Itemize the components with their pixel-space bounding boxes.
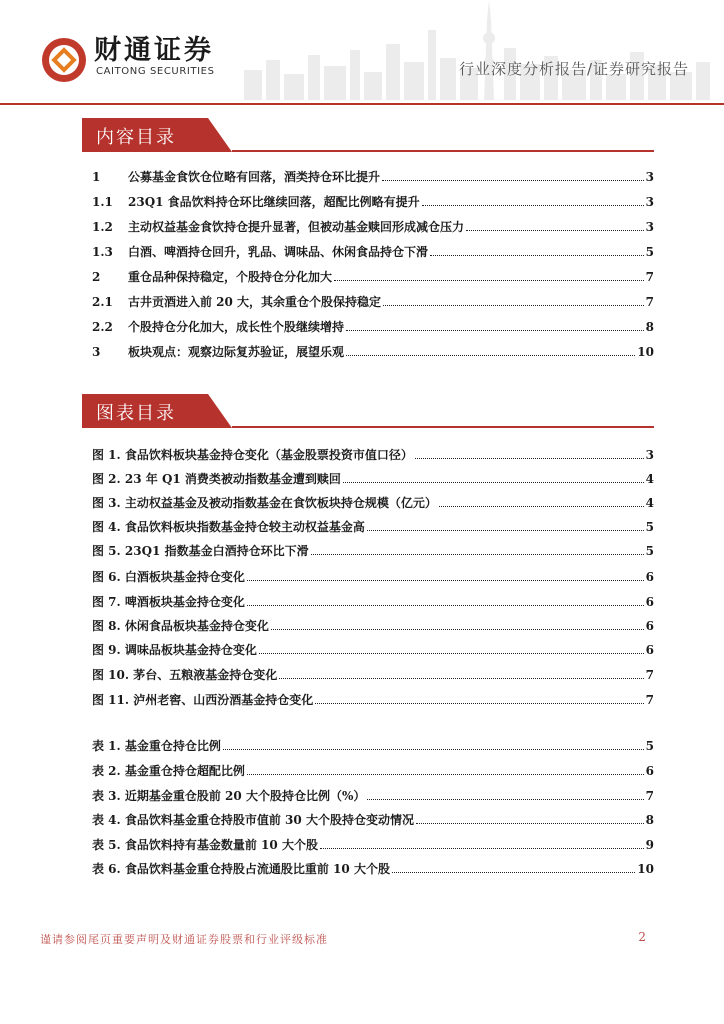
figures-section-header: [82, 394, 654, 428]
leader-dots: [346, 330, 644, 331]
leader-dots: [279, 678, 643, 679]
table-item-title: 表 4. 食品饮料基金重仓持股市值前 30 大个股持仓变动情况: [92, 813, 414, 827]
toc-item-number: 2.2: [92, 320, 113, 334]
toc-item[interactable]: [92, 290, 654, 310]
toc-item-page: 3: [645, 220, 654, 234]
toc-item-number: 2.1: [92, 295, 113, 309]
figure-item[interactable]: [92, 590, 654, 610]
report-type: 行业深度分析报告/证券研究报告: [458, 60, 689, 78]
toc-item-title: 主动权益基金食饮持仓提升显著，但被动基金赎回形成减仓压力: [128, 220, 465, 234]
figure-item[interactable]: [92, 688, 654, 708]
figure-item-title: 图 8. 休闲食品板块基金持仓变化: [92, 619, 269, 633]
figure-item-page: 6: [645, 643, 654, 657]
toc-item[interactable]: [92, 190, 654, 210]
figure-item[interactable]: [92, 443, 654, 463]
table-item[interactable]: [92, 857, 654, 877]
toc-item-title: 重仓品种保持稳定，个股持仓分化加大: [128, 270, 333, 284]
figure-item[interactable]: [92, 638, 654, 658]
figure-item[interactable]: [92, 663, 654, 683]
section-rule: [232, 150, 654, 152]
table-item-title: 表 6. 食品饮料基金重仓持股占流通股比重前 10 大个股: [92, 862, 390, 876]
toc-item[interactable]: [92, 215, 654, 235]
leader-dots: [346, 355, 635, 356]
table-item-title: 表 1. 基金重仓持仓比例: [92, 739, 221, 753]
toc-item-page: 3: [645, 170, 654, 184]
leader-dots: [415, 458, 644, 459]
toc-item-number: 1.3: [92, 245, 113, 259]
leader-dots: [422, 205, 644, 206]
leader-dots: [416, 823, 644, 824]
leader-dots: [315, 703, 643, 704]
leader-dots: [439, 506, 644, 507]
toc-item-page: 5: [645, 245, 654, 259]
table-item-title: 表 3. 近期基金重仓股前 20 大个股持仓比例（%）: [92, 789, 366, 803]
table-item-page: 8: [645, 813, 654, 827]
toc-item[interactable]: [92, 240, 654, 260]
leader-dots: [311, 554, 644, 555]
figure-item-title: 图 3. 主动权益基金及被动指数基金在食饮板块持仓规模（亿元）: [92, 496, 437, 510]
toc-title: 内容目录: [96, 127, 176, 148]
toc-item[interactable]: [92, 315, 654, 335]
toc-item-page: 7: [645, 270, 654, 284]
figure-item-title: 图 7. 啤酒板块基金持仓变化: [92, 595, 245, 609]
leader-dots: [343, 482, 644, 483]
leader-dots: [247, 605, 644, 606]
page-number: 2: [638, 930, 646, 944]
leader-dots: [382, 180, 644, 181]
table-item[interactable]: [92, 734, 654, 754]
figure-item-page: 6: [645, 595, 654, 609]
table-item[interactable]: [92, 759, 654, 779]
figure-item-page: 5: [645, 520, 654, 534]
toc-item-number: 1: [92, 170, 101, 184]
figure-item[interactable]: [92, 491, 654, 511]
table-item[interactable]: [92, 784, 654, 804]
toc-item-number: 1.2: [92, 220, 113, 234]
leader-dots: [271, 629, 644, 630]
leader-dots: [247, 774, 644, 775]
caitong-logo-icon: [40, 36, 88, 84]
toc-item-page: 3: [645, 195, 654, 209]
figure-item-page: 6: [645, 570, 654, 584]
table-item-page: 6: [645, 764, 654, 778]
table-item[interactable]: [92, 833, 654, 853]
toc-item-title: 白酒、啤酒持仓回升，乳品、调味品、休闲食品持仓下滑: [128, 245, 429, 259]
brand-name-en: CAITONG SECURITIES: [96, 66, 215, 77]
leader-dots: [466, 230, 644, 231]
toc-item-number: 1.1: [92, 195, 113, 209]
toc-item[interactable]: [92, 165, 654, 185]
leader-dots: [223, 749, 644, 750]
leader-dots: [392, 872, 635, 873]
figure-item[interactable]: [92, 467, 654, 487]
leader-dots: [383, 305, 644, 306]
toc-item-number: 2: [92, 270, 101, 284]
toc-item-page: 8: [645, 320, 654, 334]
table-item-title: 表 2. 基金重仓持仓超配比例: [92, 764, 245, 778]
table-item-page: 5: [645, 739, 654, 753]
toc-section-header: [82, 118, 654, 152]
figure-item-title: 图 9. 调味品板块基金持仓变化: [92, 643, 257, 657]
figure-item-title: 图 5. 23Q1 指数基金白酒持仓环比下滑: [92, 544, 309, 558]
figure-item-title: 图 4. 食品饮料板块指数基金持仓较主动权益基金高: [92, 520, 365, 534]
table-item-page: 10: [637, 862, 654, 876]
toc-item-title: 个股持仓分化加大，成长性个股继续增持: [128, 320, 345, 334]
table-item[interactable]: [92, 808, 654, 828]
toc-item-title: 古井贡酒进入前 20 大，其余重仓个股保持稳定: [128, 295, 382, 309]
figure-item[interactable]: [92, 565, 654, 585]
figure-item-page: 3: [645, 448, 654, 462]
toc-item[interactable]: [92, 265, 654, 285]
figure-item-page: 7: [645, 693, 654, 707]
toc-item-title: 板块观点：观察边际复苏验证，展望乐观: [128, 345, 345, 359]
figure-item-page: 4: [645, 472, 654, 486]
figure-item[interactable]: [92, 515, 654, 535]
figure-item[interactable]: [92, 539, 654, 559]
toc-item-title: 23Q1 食品饮料持仓环比继续回落，超配比例略有提升: [128, 195, 420, 209]
figures-title: 图表目录: [96, 403, 176, 424]
table-item-page: 9: [645, 838, 654, 852]
toc-item-page: 10: [637, 345, 654, 359]
footer-disclaimer: 谨请参阅尾页重要声明及财通证券股票和行业评级标准: [40, 933, 328, 946]
figure-item-page: 5: [645, 544, 654, 558]
figure-item-title: 图 10. 茅台、五粮液基金持仓变化: [92, 668, 278, 682]
page-header: [0, 0, 724, 105]
figure-item[interactable]: [92, 614, 654, 634]
figure-item-title: 图 6. 白酒板块基金持仓变化: [92, 570, 245, 584]
figure-item-title: 图 2. 23 年 Q1 消费类被动指数基金遭到赎回: [92, 472, 341, 486]
leader-dots: [367, 799, 643, 800]
toc-item[interactable]: [92, 340, 654, 360]
leader-dots: [430, 255, 644, 256]
section-rule: [232, 426, 654, 428]
figure-item-page: 7: [645, 668, 654, 682]
figure-item-page: 4: [645, 496, 654, 510]
leader-dots: [259, 653, 644, 654]
leader-dots: [367, 530, 644, 531]
figure-item-page: 6: [645, 619, 654, 633]
table-item-page: 7: [645, 789, 654, 803]
toc-item-title: 公募基金食饮仓位略有回落，酒类持仓环比提升: [128, 170, 381, 184]
toc-item-page: 7: [645, 295, 654, 309]
table-item-title: 表 5. 食品饮料持有基金数量前 10 大个股: [92, 838, 318, 852]
toc-item-number: 3: [92, 345, 101, 359]
brand-name-cn: 财通证券: [94, 35, 214, 66]
city-skyline-watermark: [204, 0, 724, 100]
leader-dots: [334, 280, 644, 281]
figure-item-title: 图 11. 泸州老窖、山西汾酒基金持仓变化: [92, 693, 314, 707]
figure-item-title: 图 1. 食品饮料板块基金持仓变化（基金股票投资市值口径）: [92, 448, 413, 462]
leader-dots: [247, 580, 644, 581]
leader-dots: [320, 848, 644, 849]
header-divider: [0, 103, 724, 105]
